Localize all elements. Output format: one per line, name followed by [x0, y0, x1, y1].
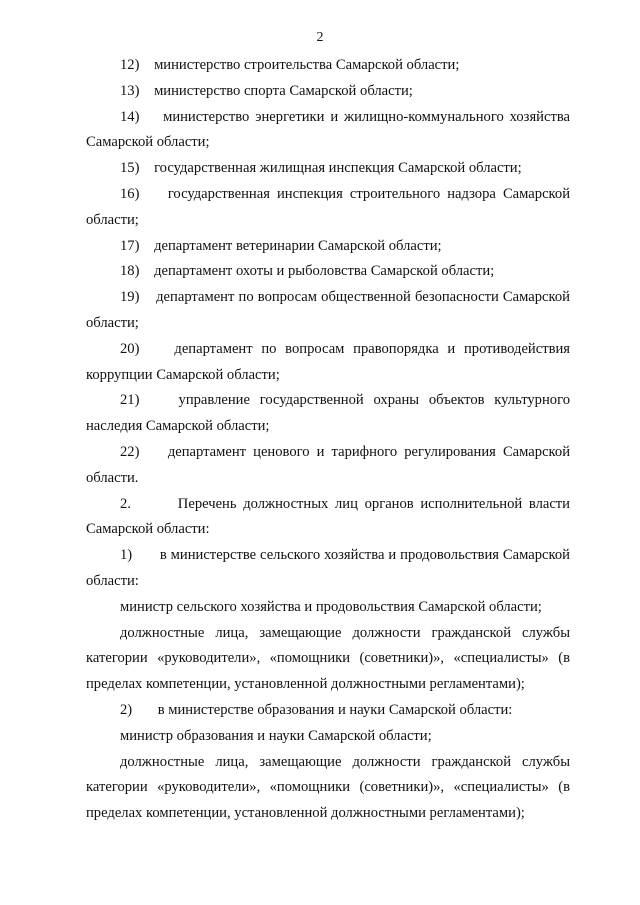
item-number: 19) — [120, 289, 140, 306]
list-item-13 — [86, 79, 570, 105]
item-text: министерство строительства Самарской области; — [154, 57, 460, 73]
list-item-12 — [86, 53, 570, 79]
list-item-17 — [86, 234, 570, 260]
subsection-number: 2) — [120, 701, 133, 718]
item-text: департамент ценового и тарифного регулирования Самарской области. — [86, 443, 570, 486]
item-text: государственная инспекция строительного надзора Самарской области; — [86, 185, 570, 228]
subsection-2-minister: министр образования и науки Самарской области; — [120, 727, 432, 744]
subsection-2-heading — [86, 698, 570, 724]
item-number: 12) — [120, 57, 140, 73]
list-item-21 — [86, 388, 570, 440]
item-text: департамент охоты и рыболовства Самарской области; — [154, 263, 495, 280]
item-number: 20) — [120, 340, 140, 357]
item-number: 14) — [120, 108, 140, 125]
item-number: 21) — [120, 392, 140, 409]
item-number: 18) — [120, 263, 140, 280]
item-text: департамент по вопросам правопорядка и противодействия коррупции Самарской области; — [86, 340, 571, 383]
item-text: министерство энергетики и жилищно-коммунального хозяйства Самарской области; — [86, 108, 570, 151]
item-number: 16) — [120, 185, 140, 202]
item-text: министерство спорта Самарской области; — [154, 82, 413, 99]
item-text: государственная жилищная инспекция Самарской области; — [154, 160, 522, 177]
item-number: 15) — [120, 160, 140, 177]
list-item-20 — [86, 337, 570, 389]
list-item-14 — [86, 105, 570, 157]
document-body — [86, 53, 570, 827]
item-text: департамент по вопросам общественной безопасности Самарской области; — [86, 289, 570, 331]
section-number: 2. — [120, 495, 131, 512]
item-number: 22) — [120, 443, 140, 460]
page-number: 2 — [316, 30, 324, 45]
item-number: 13) — [120, 82, 140, 99]
list-item-15 — [86, 156, 570, 182]
subsection-text: в министерстве образования и науки Самарской области: — [157, 701, 513, 718]
list-item-22 — [86, 440, 570, 492]
section-2-heading — [86, 492, 570, 544]
item-number: 17) — [120, 237, 140, 254]
subsection-1-minister: министр сельского хозяйства и продовольствия Самарской области; — [120, 598, 542, 615]
subsection-1-officials: должностные лица, замещающие должности гражданской службы категории «руководители», «помощники (советники)», «специалисты» (в пределах компетенции, установленной должностными регламентами); — [86, 624, 570, 693]
subsection-1-heading — [86, 543, 570, 595]
subsection-text: в министерстве сельского хозяйства и продовольствия Самарской области: — [86, 547, 570, 589]
section-text: Перечень должностных лиц органов исполнительной власти Самарской области: — [86, 495, 570, 538]
list-item-18 — [86, 259, 570, 285]
subsection-number: 1) — [120, 547, 133, 564]
list-item-16 — [86, 182, 570, 234]
item-text: департамент ветеринарии Самарской области; — [154, 237, 442, 254]
item-text: управление государственной охраны объектов культурного наследия Самарской области; — [86, 392, 570, 435]
subsection-2-officials: должностные лица, замещающие должности гражданской службы категории «руководители», «помощники (советники)», «специалисты» (в пределах компетенции, установленной должностными регламентами); — [86, 753, 570, 822]
list-item-19 — [86, 285, 570, 337]
